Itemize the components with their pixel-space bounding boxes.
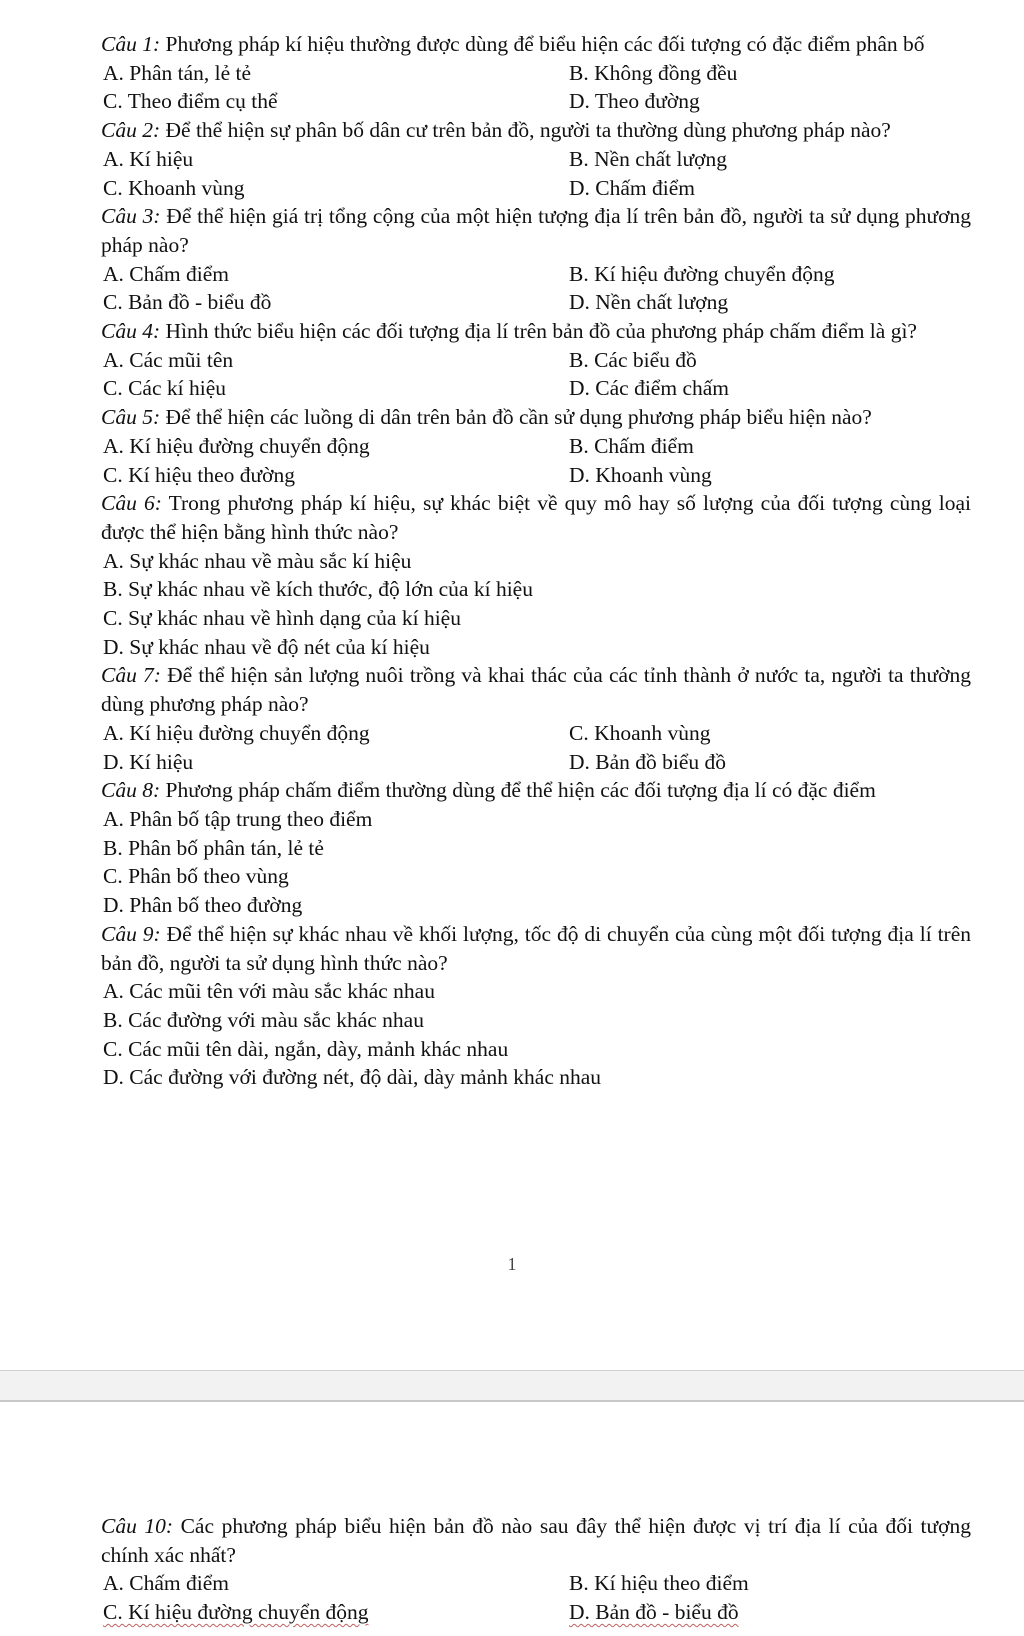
option-b: B. Chấm điểm	[569, 433, 694, 458]
option-d: D. Nền chất lượng	[569, 290, 729, 315]
option-c: C. Các kí hiệu	[103, 376, 227, 401]
option-b: B. Phân bố phân tán, lẻ tẻ	[103, 835, 324, 860]
option-b: B. Các đường với màu sắc khác nhau	[103, 1007, 424, 1032]
option-a: A. Kí hiệu đường chuyển động	[103, 720, 370, 745]
answer-options	[101, 719, 971, 776]
option-b: B. Nền chất lượng	[569, 146, 727, 171]
question-number: Câu 5:	[101, 405, 161, 430]
answer-options	[101, 432, 971, 489]
option-c: C. Kí hiệu theo đường	[103, 462, 296, 487]
option-b: B. Không đồng đều	[569, 60, 738, 85]
option-c: C. Bản đồ - biểu đồ	[103, 290, 272, 315]
question-number: Câu 2:	[101, 118, 161, 143]
option-a: A. Phân bố tập trung theo điểm	[103, 806, 373, 831]
question-number: Câu 1:	[101, 32, 161, 56]
option-b: B. Kí hiệu theo điểm	[569, 1571, 749, 1596]
option-a: A. Chấm điểm	[103, 1571, 229, 1596]
question-text: Phương pháp kí hiệu thường được dùng để biểu hiện các đối tượng có đặc điểm phân bố	[160, 32, 925, 56]
question-2	[101, 116, 971, 202]
question-6	[101, 489, 971, 661]
question-5	[101, 403, 971, 489]
question-number: Câu 10:	[101, 1514, 174, 1538]
question-9	[101, 920, 971, 1092]
page-break	[0, 1370, 1024, 1401]
question-10	[101, 1512, 971, 1627]
option-d: D. Sự khác nhau về độ nét của kí hiệu	[103, 634, 430, 659]
option-d: D. Bản đồ - biểu đồ	[569, 1600, 739, 1625]
answer-options	[101, 145, 971, 202]
document-page-2	[0, 1400, 1024, 1636]
question-text: Để thể hiện sản lượng nuôi trồng và khai thác của các tỉnh thành ở nước ta, người ta thường dùng phương pháp nào?	[101, 663, 971, 717]
option-a: A. Các mũi tên	[103, 347, 234, 372]
question-text: Để thể hiện giá trị tổng cộng của một hiện tượng địa lí trên bản đồ, người ta sử dụng phương pháp nào?	[101, 204, 971, 257]
question-number: Câu 6:	[101, 491, 162, 516]
question-1	[101, 30, 971, 116]
answer-options	[101, 260, 971, 317]
question-number: Câu 8:	[101, 778, 161, 803]
question-8	[101, 776, 971, 920]
option-c: C. Kí hiệu đường chuyển động	[103, 1600, 369, 1625]
option-c: C. Phân bố theo vùng	[103, 864, 289, 889]
option-a: A. Kí hiệu	[103, 146, 194, 171]
question-text: Các phương pháp biểu hiện bản đồ nào sau đây thể hiện được vị trí địa lí của đối tượng chính xác nhất?	[101, 1514, 971, 1567]
question-number: Câu 9:	[101, 921, 161, 946]
option-d-2: D. Bản đồ biểu đồ	[569, 749, 727, 774]
option-a: A. Phân tán, lẻ tẻ	[103, 60, 252, 85]
question-text: Hình thức biểu hiện các đối tượng địa lí trên bản đồ của phương pháp chấm điểm là gì?	[160, 319, 917, 344]
question-7	[101, 661, 971, 776]
option-c: C. Sự khác nhau về hình dạng của kí hiệu	[103, 606, 461, 631]
option-c: C. Khoanh vùng	[103, 175, 245, 200]
question-4	[101, 317, 971, 403]
option-a: A. Kí hiệu đường chuyển động	[103, 433, 370, 458]
question-number: Câu 3:	[101, 204, 161, 229]
option-d: D. Theo đường	[569, 89, 700, 114]
question-text: Để thể hiện các luồng di dân trên bản đồ cần sử dụng phương pháp biểu hiện nào?	[160, 405, 872, 430]
option-b: B. Các biểu đồ	[569, 347, 697, 372]
option-a: A. Các mũi tên với màu sắc khác nhau	[103, 979, 435, 1004]
question-number: Câu 4:	[101, 319, 161, 344]
option-d: D. Các đường với đường nét, độ dài, dày mảnh khác nhau	[103, 1065, 602, 1090]
answer-options	[101, 547, 971, 662]
answer-options	[101, 977, 971, 1092]
question-text: Phương pháp chấm điểm thường dùng để thể hiện các đối tượng địa lí có đặc điểm	[160, 778, 876, 803]
option-b: B. Sự khác nhau về kích thước, độ lớn của kí hiệu	[103, 577, 533, 602]
answer-options	[101, 805, 971, 920]
option-c: C. Các mũi tên dài, ngắn, dày, mảnh khác nhau	[103, 1036, 509, 1061]
answer-options	[101, 1569, 971, 1626]
question-text: Trong phương pháp kí hiệu, sự khác biệt về quy mô hay số lượng của đối tượng cùng loại được thể hiện bằng hình thức nào?	[101, 491, 972, 544]
option-c: C. Theo điểm cụ thể	[103, 89, 278, 114]
option-b: B. Kí hiệu đường chuyển động	[569, 261, 835, 286]
page-number: 1	[507, 1254, 517, 1274]
option-d: D. Chấm điểm	[569, 175, 695, 200]
option-d: D. Kí hiệu	[103, 749, 194, 774]
question-text: Để thể hiện sự khác nhau về khối lượng, tốc độ di chuyển của cùng một đối tượng địa lí trên bản đồ, người ta sử dụng hình thức nào?	[101, 921, 971, 975]
question-number: Câu 7:	[101, 663, 161, 688]
question-list	[101, 30, 971, 1092]
answer-options	[101, 59, 971, 116]
option-c: C. Khoanh vùng	[569, 720, 711, 745]
answer-options	[101, 346, 971, 403]
option-d: D. Phân bố theo đường	[103, 893, 303, 918]
option-d: D. Các điểm chấm	[569, 376, 730, 401]
question-text: Để thể hiện sự phân bố dân cư trên bản đồ, người ta thường dùng phương pháp nào?	[160, 118, 891, 143]
option-d: D. Khoanh vùng	[569, 462, 712, 487]
option-a: A. Chấm điểm	[103, 261, 229, 286]
option-a: A. Sự khác nhau về màu sắc kí hiệu	[103, 548, 412, 573]
question-3	[101, 202, 971, 317]
